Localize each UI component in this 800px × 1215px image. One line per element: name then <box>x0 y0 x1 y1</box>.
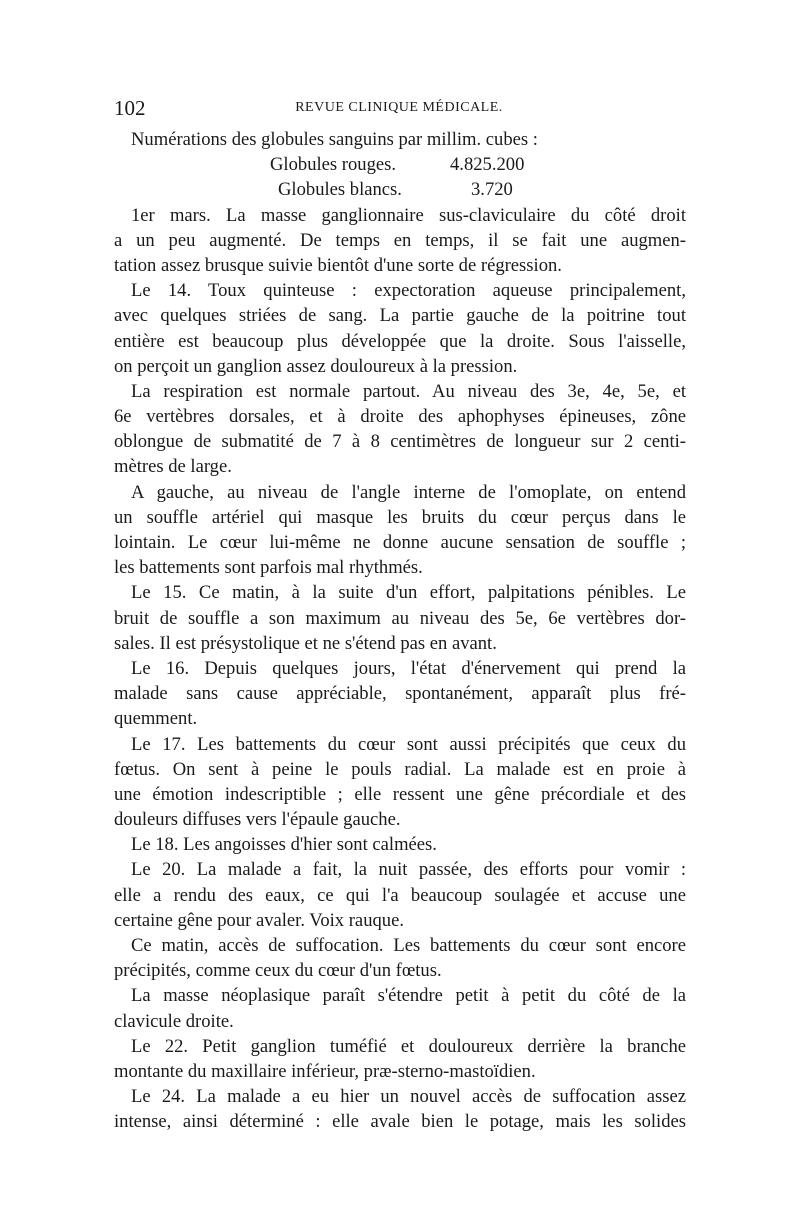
text-line: a un peu augmenté. De temps en temps, il se fait une augmen- <box>114 229 686 251</box>
text-line: sales. Il est présystolique et ne s'étend pas en avant. <box>114 632 497 654</box>
text-line: les battements sont parfois mal rhythmés. <box>114 557 423 579</box>
text-line: La masse néoplasique paraît s'étendre petit à petit du côté de la <box>131 985 686 1007</box>
text-line: Le 14. Toux quinteuse : expectoration aqueuse principalement, <box>131 280 686 302</box>
text-line: Le 15. Ce matin, à la suite d'un effort, palpitations pénibles. Le <box>131 582 686 604</box>
text-line: Le 18. Les angoisses d'hier sont calmées. <box>131 834 437 856</box>
text-line: Le 17. Les battements du cœur sont aussi précipités que ceux du <box>131 733 686 755</box>
paragraph-lines <box>114 203 686 1135</box>
page-header <box>114 96 684 122</box>
text-line: entière est beaucoup plus développée que la droite. Sous l'aisselle, <box>114 330 686 352</box>
blood-count-row-white <box>114 177 686 202</box>
blood-count-value: 4.825.200 <box>450 154 525 176</box>
page-number: 102 <box>114 96 146 120</box>
blood-count-label: Globules rouges. <box>270 154 397 176</box>
text-line: A gauche, au niveau de l'angle interne de l'omoplate, on entend <box>131 481 686 503</box>
text-line: montante du maxillaire inférieur, præ-sterno-mastoïdien. <box>114 1060 536 1082</box>
text-line: 1er mars. La masse ganglionnaire sus-claviculaire du côté droit <box>131 204 686 226</box>
text-line: une émotion indescriptible ; elle ressent une gêne précordiale et des <box>114 783 686 805</box>
blood-count-label: Globules blancs. <box>278 179 402 201</box>
text-line: précipités, comme ceux du cœur d'un fœtus. <box>114 960 442 982</box>
text-line: Le 20. La malade a fait, la nuit passée, des efforts pour vomir : <box>131 859 686 881</box>
text-line: intense, ainsi déterminé : elle avale bien le potage, mais les solides <box>114 1111 686 1133</box>
text-line: Le 16. Depuis quelques jours, l'état d'énervement qui prend la <box>131 657 686 679</box>
text-line: fœtus. On sent à peine le pouls radial. La malade est en proie à <box>114 758 686 780</box>
text-line: elle a rendu des eaux, ce qui l'a beaucoup soulagée et accuse une <box>114 884 686 906</box>
text-line: clavicule droite. <box>114 1010 234 1032</box>
text-line: tation assez brusque suivie bientôt d'une sorte de régression. <box>114 254 562 276</box>
text-line: un souffle artériel qui masque les bruits du cœur perçus dans le <box>114 506 686 528</box>
text-line: malade sans cause appréciable, spontanément, apparaît plus fré- <box>114 683 686 705</box>
text-line: Le 22. Petit ganglion tuméfié et douloureux derrière la branche <box>131 1035 686 1057</box>
body-text <box>114 127 686 1135</box>
text-line: Le 24. La malade a eu hier un nouvel accès de suffocation assez <box>131 1086 686 1108</box>
blood-count-intro: Numérations des globules sanguins par millim. cubes : <box>131 129 538 150</box>
text-line: 6e vertèbres dorsales, et à droite des aphophyses épineuses, zône <box>114 406 686 428</box>
text-line: douleurs diffuses vers l'épaule gauche. <box>114 809 401 831</box>
running-title: REVUE CLINIQUE MÉDICALE. <box>295 100 503 115</box>
text-line: Ce matin, accès de suffocation. Les battements du cœur sont encore <box>131 935 686 956</box>
text-line: mètres de large. <box>114 456 232 478</box>
text-line: quemment. <box>114 708 198 730</box>
text-line: lointain. Le cœur lui-même ne donne aucune sensation de souffle ; <box>114 532 686 553</box>
text-line: avec quelques striées de sang. La partie gauche de la poitrine tout <box>114 305 686 327</box>
text-line: oblongue de submatité de 7 à 8 centimètres de longueur sur 2 centi- <box>114 431 686 453</box>
blood-count-value: 3.720 <box>471 179 513 201</box>
text-line: certaine gêne pour avaler. Voix rauque. <box>114 909 404 931</box>
text-line: La respiration est normale partout. Au niveau des 3e, 4e, 5e, et <box>131 380 686 402</box>
blood-count-row-red <box>114 152 686 177</box>
text-line: bruit de souffle a son maximum au niveau des 5e, 6e vertèbres dor- <box>114 607 686 629</box>
text-line: on perçoit un ganglion assez douloureux à la pression. <box>114 355 518 377</box>
